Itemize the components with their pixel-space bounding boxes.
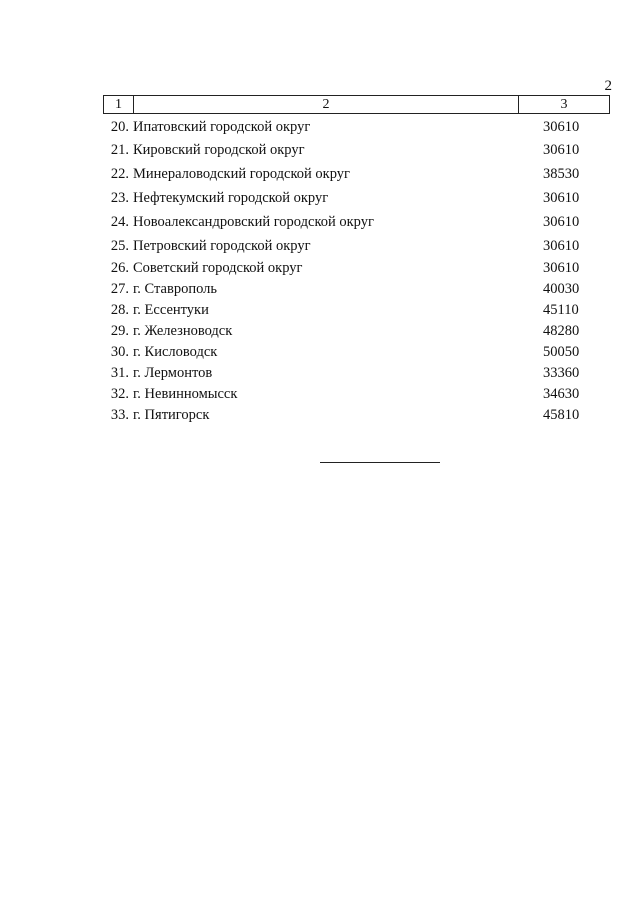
- row-name: г. Ставрополь: [133, 281, 218, 297]
- table-row: [103, 138, 610, 162]
- row-value: 48280: [543, 323, 580, 339]
- row-number: 22.: [110, 166, 129, 182]
- table-row: [103, 210, 610, 234]
- row-value: 45110: [543, 302, 579, 318]
- row-name: Кировский городской округ: [133, 142, 305, 158]
- table-row: [103, 342, 610, 363]
- table-row: [103, 186, 610, 210]
- row-value: 30610: [543, 260, 580, 276]
- header-cell-value: 3: [560, 97, 568, 112]
- row-number: 33.: [110, 407, 129, 423]
- row-name: г. Железноводск: [133, 323, 233, 339]
- end-of-document-rule: [320, 462, 440, 463]
- row-value: 30610: [543, 119, 580, 135]
- table-header: [103, 95, 610, 114]
- table-row: [103, 300, 610, 321]
- header-cell-name: 2: [134, 96, 519, 113]
- row-name: Новоалександровский городской округ: [133, 214, 374, 230]
- table-row: [103, 321, 610, 342]
- row-number: 32.: [110, 386, 129, 402]
- row-name: г. Лермонтов: [133, 365, 213, 381]
- table-body: [103, 117, 610, 426]
- row-number: 31.: [110, 365, 129, 381]
- row-number: 20.: [110, 119, 129, 135]
- row-number: 30.: [110, 344, 129, 360]
- table-row: [103, 258, 610, 279]
- row-value: 33360: [543, 365, 580, 381]
- row-number: 21.: [110, 142, 129, 158]
- row-name: Нефтекумский городской округ: [133, 190, 329, 206]
- row-number: 29.: [110, 323, 129, 339]
- row-name: г. Ессентуки: [133, 302, 209, 318]
- row-value: 40030: [543, 281, 580, 297]
- header-cell-number: 1: [104, 96, 134, 113]
- table-row: [103, 234, 610, 258]
- row-value: 34630: [543, 386, 580, 402]
- row-name: г. Кисловодск: [133, 344, 218, 360]
- row-number: 23.: [110, 190, 129, 206]
- row-name: Петровский городской округ: [133, 238, 311, 254]
- row-value: 45810: [543, 407, 580, 423]
- row-value: 30610: [543, 214, 580, 230]
- row-value: 50050: [543, 344, 580, 360]
- row-name: Ипатовский городской округ: [133, 119, 311, 135]
- table-row: [103, 279, 610, 300]
- page-number: 2: [604, 78, 612, 94]
- row-number: 24.: [110, 214, 129, 230]
- row-number: 26.: [110, 260, 129, 276]
- row-value: 38530: [543, 166, 580, 182]
- row-name: Советский городской округ: [133, 260, 303, 276]
- row-value: 30610: [543, 142, 580, 158]
- row-value: 30610: [543, 238, 580, 254]
- row-number: 25.: [110, 238, 129, 254]
- row-name: Минераловодский городской округ: [133, 166, 350, 182]
- table-row: [103, 363, 610, 384]
- table-row: [103, 162, 610, 186]
- table-row: [103, 405, 610, 426]
- row-number: 27.: [110, 281, 129, 297]
- row-number: 28.: [110, 302, 129, 318]
- row-name: г. Невинномысск: [133, 386, 238, 402]
- table-row: [103, 117, 610, 138]
- row-name: г. Пятигорск: [133, 407, 210, 423]
- row-value: 30610: [543, 190, 580, 206]
- table-row: [103, 384, 610, 405]
